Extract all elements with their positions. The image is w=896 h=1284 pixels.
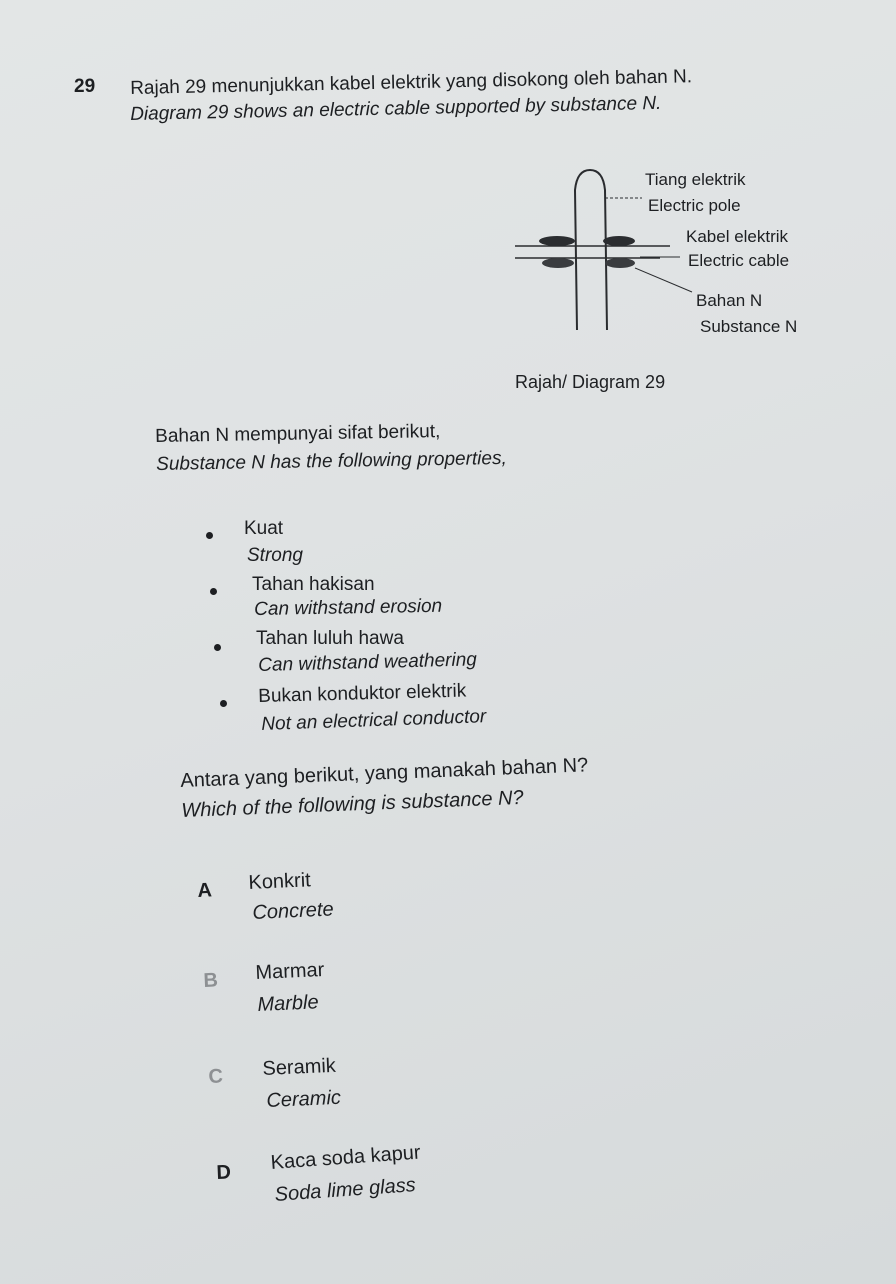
option-d-letter: D xyxy=(216,1161,232,1184)
option-d-english: Soda lime glass xyxy=(274,1174,417,1206)
option-a-letter: A xyxy=(197,879,213,902)
property-4-malay: Bukan konduktor elektrik xyxy=(258,680,467,707)
bullet-icon xyxy=(206,532,213,539)
question-stem-malay: Rajah 29 menunjukkan kabel elektrik yang disokong oleh bahan N. xyxy=(130,66,693,99)
property-2-english: Can withstand erosion xyxy=(254,595,443,620)
intro-english: Substance N has the following properties, xyxy=(156,447,507,475)
label-substance-english: Substance N xyxy=(700,317,798,336)
ask-english: Which of the following is substance N? xyxy=(181,786,524,822)
bullet-icon xyxy=(220,700,227,707)
ask-malay: Antara yang berikut, yang manakah bahan N? xyxy=(180,754,589,792)
label-substance-malay: Bahan N xyxy=(696,291,763,310)
option-b-english: Marble xyxy=(257,991,320,1016)
property-1-malay: Kuat xyxy=(244,518,284,539)
question-number: 29 xyxy=(74,76,96,97)
option-b-letter: B xyxy=(203,969,219,992)
intro-malay: Bahan N mempunyai sifat berikut, xyxy=(155,421,441,447)
label-cable-english: Electric cable xyxy=(688,251,790,270)
option-c-english: Ceramic xyxy=(266,1086,342,1112)
bullet-icon xyxy=(214,644,221,651)
label-cable-malay: Kabel elektrik xyxy=(686,227,789,246)
diagram-29 xyxy=(500,160,840,360)
property-4-english: Not an electrical conductor xyxy=(261,706,487,735)
label-pole-english: Electric pole xyxy=(648,196,741,215)
option-a-malay: Konkrit xyxy=(248,869,312,894)
property-1-english: Strong xyxy=(247,545,303,566)
property-3-english: Can withstand weathering xyxy=(258,649,478,676)
option-a-english: Concrete xyxy=(252,898,335,924)
label-pole-malay: Tiang elektrik xyxy=(645,170,746,189)
question-stem-english: Diagram 29 shows an electric cable supported by substance N. xyxy=(130,92,662,125)
option-c-malay: Seramik xyxy=(262,1054,337,1080)
property-2-malay: Tahan hakisan xyxy=(252,574,375,595)
option-d-malay: Kaca soda kapur xyxy=(270,1141,422,1174)
option-c-letter: C xyxy=(208,1065,224,1088)
option-b-malay: Marmar xyxy=(255,958,325,984)
property-3-malay: Tahan luluh hawa xyxy=(256,628,404,649)
diagram-caption: Rajah/ Diagram 29 xyxy=(515,372,666,392)
bullet-icon xyxy=(210,588,217,595)
